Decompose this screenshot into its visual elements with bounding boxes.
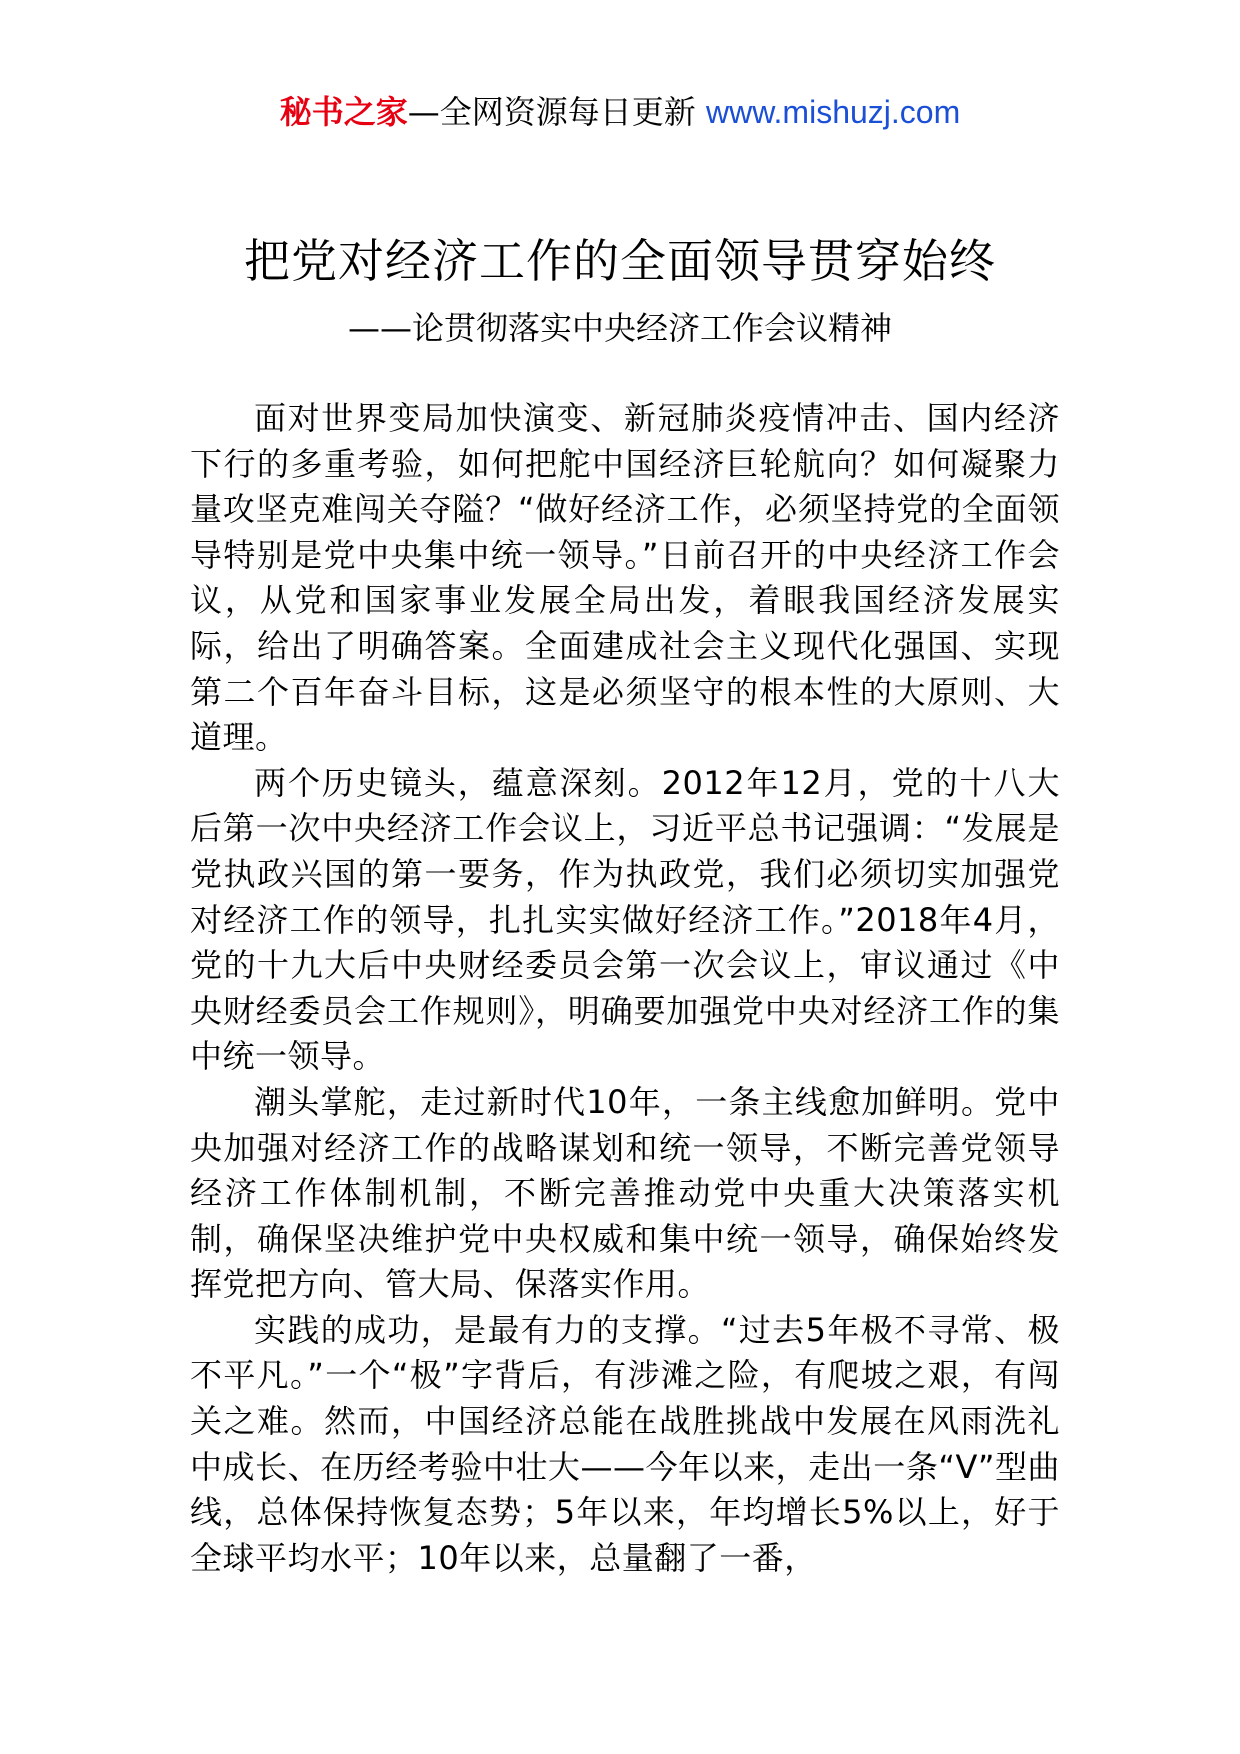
- document-subtitle: ——论贯彻落实中央经济工作会议精神: [347, 309, 892, 347]
- site-url-link[interactable]: www.mishuzj.com: [705, 94, 961, 130]
- document-title: 把党对经济工作的全面领导贯穿始终: [244, 234, 996, 288]
- paragraph: 面对世界变局加快演变、新冠肺炎疫情冲击、国内经济下行的多重考验，如何把舵中国经济巨轮航向？如何凝聚力量攻坚克难闯关夺隘？“做好经济工作，必须坚持党的全面领导特别是党中央集中统一领导。”日前召开的中央经济工作会议，从党和国家事业发展全局出发，着眼我国经济发展实际，给出了明确答案。全面建成社会主义现代化强国、实现第二个百年奋斗目标，这是必须坚守的根本性的大原则、大道理。: [190, 399, 1060, 757]
- site-header: [0, 92, 1240, 132]
- document-body: [190, 396, 1060, 1581]
- site-brand: 秘书之家: [279, 93, 408, 131]
- paragraph: 潮头掌舵，走过新时代10年，一条主线愈加鲜明。党中央加强对经济工作的战略谋划和统一领导，不断完善党领导经济工作体制机制，不断完善推动党中央重大决策落实机制，确保坚决维护党中央权威和集中统一领导，确保始终发挥党把方向、管大局、保落实作用。: [190, 1082, 1060, 1304]
- site-slogan: —全网资源每日更新: [407, 93, 706, 131]
- paragraph: 两个历史镜头，蕴意深刻。2012年12月，党的十八大后第一次中央经济工作会议上，习近平总书记强调：“发展是党执政兴国的第一要务，作为执政党，我们必须切实加强党对经济工作的领导，扎扎实实做好经济工作。”2018年4月，党的十九大后中央财经委员会第一次会议上，审议通过《中央财经委员会工作规则》，明确要加强党中央对经济工作的集中统一领导。: [190, 763, 1060, 1076]
- paragraph: 实践的成功，是最有力的支撑。“过去5年极不寻常、极不平凡。”一个“极”字背后，有涉滩之险，有爬坡之艰，有闯关之难。然而，中国经济总能在战胜挑战中发展在风雨洗礼中成长、在历经考验中壮大——今年以来，走出一条“V”型曲线，总体保持恢复态势；5年以来，年均增长5%以上，好于全球平均水平；10年以来，总量翻了一番，: [190, 1310, 1060, 1577]
